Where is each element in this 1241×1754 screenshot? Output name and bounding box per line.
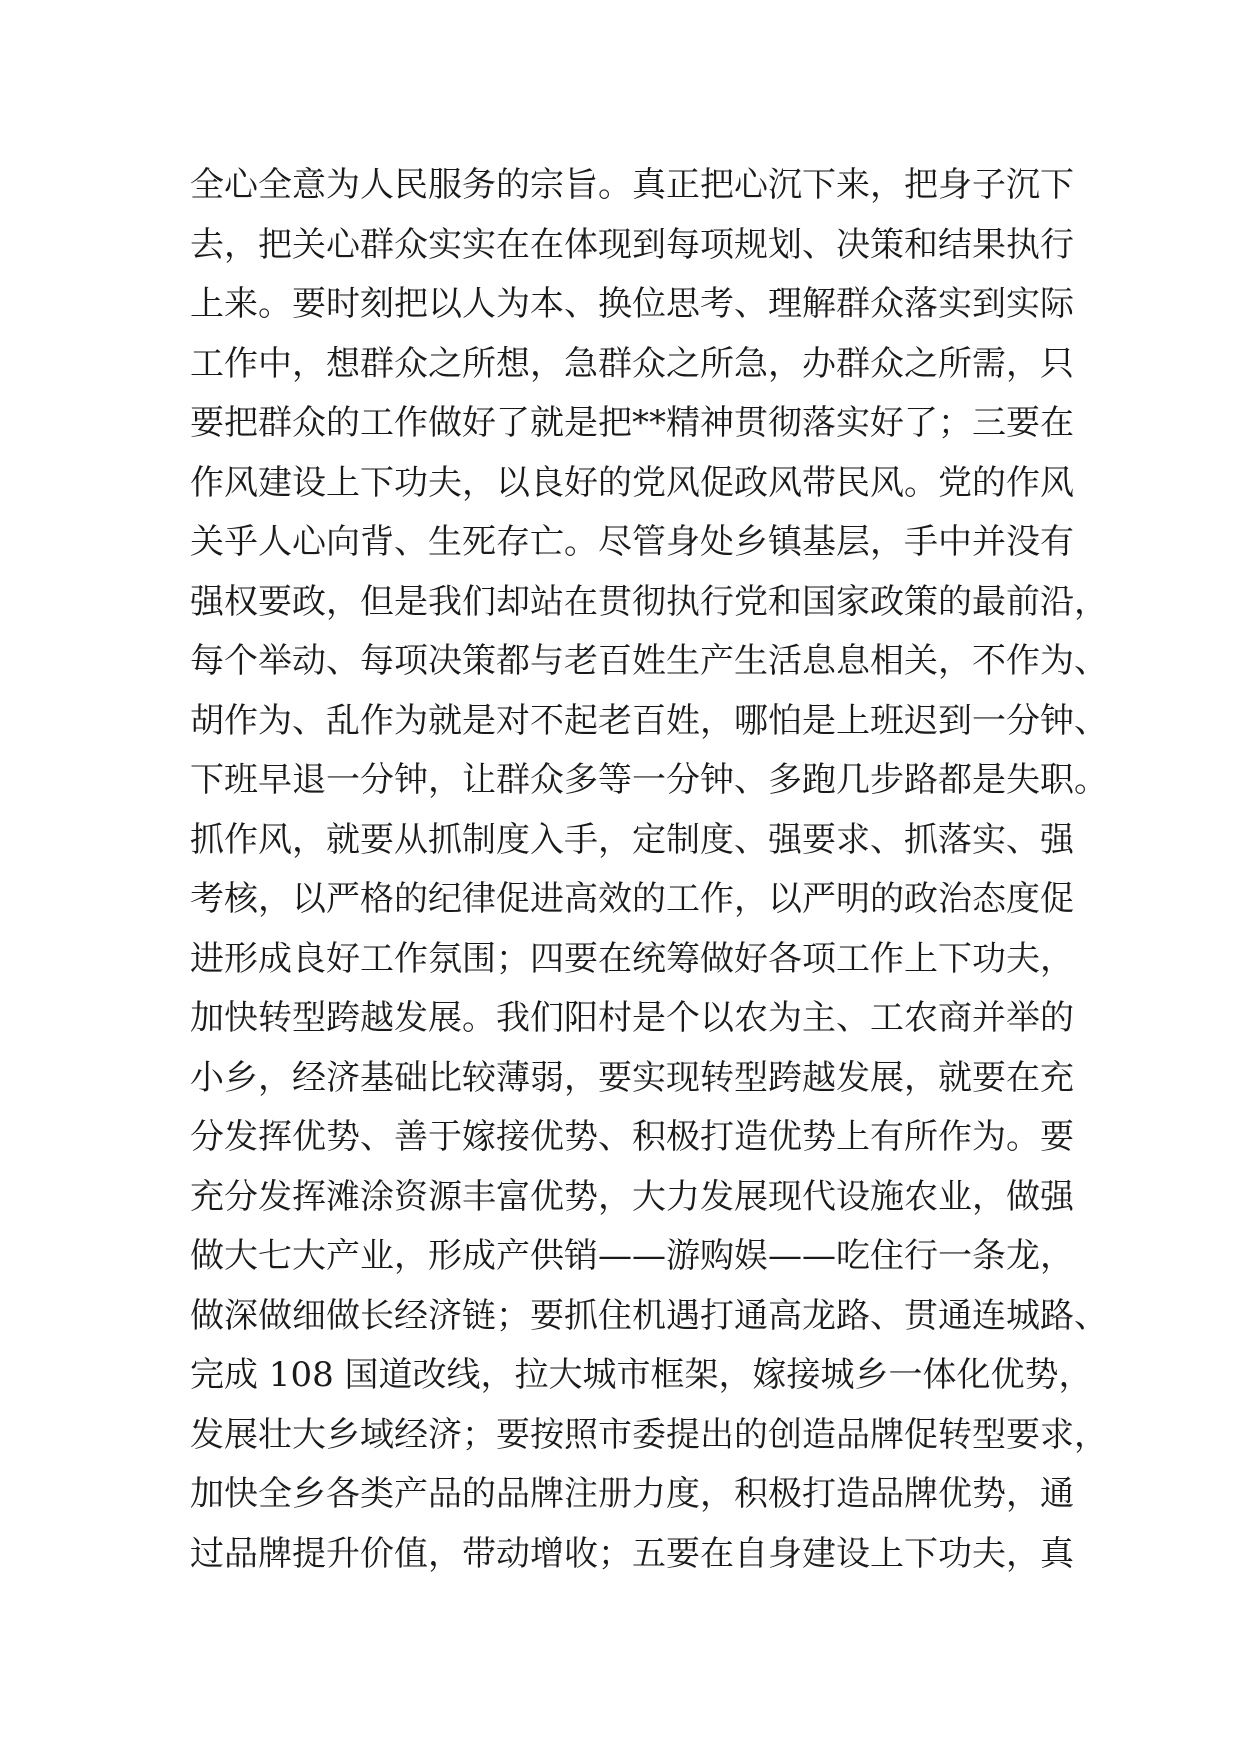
text-line: 加快全乡各类产品的品牌注册力度，积极打造品牌优势，通 bbox=[190, 1474, 1074, 1514]
text-line: 做深做细做长经济链；要抓住机遇打通高龙路、贯通连城路、 bbox=[190, 1295, 1108, 1336]
body-text bbox=[190, 156, 1108, 1584]
text-line: 胡作为、乱作为就是对不起老百姓，哪怕是上班迟到一分钟、 bbox=[190, 700, 1108, 741]
text-line: 要把群众的工作做好了就是把**精神贯彻落实好了；三要在 bbox=[190, 403, 1074, 443]
text-line: 作风建设上下功夫，以良好的党风促政风带民风。党的作风 bbox=[190, 462, 1074, 503]
text-line: 每个举动、每项决策都与老百姓生产生活息息相关，不作为、 bbox=[190, 641, 1108, 681]
text-line: 工作中，想群众之所想，急群众之所急，办群众之所需，只 bbox=[190, 343, 1074, 384]
text-line: 关乎人心向背、生死存亡。尽管身处乡镇基层，手中并没有 bbox=[190, 522, 1074, 562]
text-line: 发展壮大乡域经济；要按照市委提出的创造品牌促转型要求， bbox=[190, 1414, 1108, 1455]
text-line: 小乡，经济基础比较薄弱，要实现转型跨越发展，就要在充 bbox=[190, 1057, 1074, 1098]
text-line: 进形成良好工作氛围；四要在统筹做好各项工作上下功夫， bbox=[190, 938, 1074, 979]
text-line: 考核，以严格的纪律促进高效的工作，以严明的政治态度促 bbox=[190, 879, 1074, 919]
text-line: 上来。要时刻把以人为本、换位思考、理解群众落实到实际 bbox=[190, 284, 1074, 324]
text-line: 完成 108 国道改线，拉大城市框架，嫁接城乡一体化优势， bbox=[190, 1355, 1093, 1395]
text-line: 全心全意为人民服务的宗旨。真正把心沉下来，把身子沉下 bbox=[190, 165, 1074, 205]
text-line: 做大七大产业，形成产供销——游购娱——吃住行一条龙， bbox=[190, 1236, 1074, 1276]
text-line: 下班早退一分钟，让群众多等一分钟、多跑几步路都是失职。 bbox=[190, 760, 1108, 800]
text-line: 去，把关心群众实实在在体现到每项规划、决策和结果执行 bbox=[190, 224, 1074, 265]
text-line: 充分发挥滩涂资源丰富优势，大力发展现代设施农业，做强 bbox=[190, 1176, 1074, 1217]
text-line: 分发挥优势、善于嫁接优势、积极打造优势上有所作为。要 bbox=[190, 1117, 1074, 1157]
text-line: 强权要政，但是我们却站在贯彻执行党和国家政策的最前沿， bbox=[190, 581, 1108, 622]
text-line: 加快转型跨越发展。我们阳村是个以农为主、工农商并举的 bbox=[190, 998, 1074, 1038]
text-line: 过品牌提升价值，带动增收；五要在自身建设上下功夫，真 bbox=[190, 1533, 1074, 1574]
text-line: 抓作风，就要从抓制度入手，定制度、强要求、抓落实、强 bbox=[190, 819, 1074, 860]
